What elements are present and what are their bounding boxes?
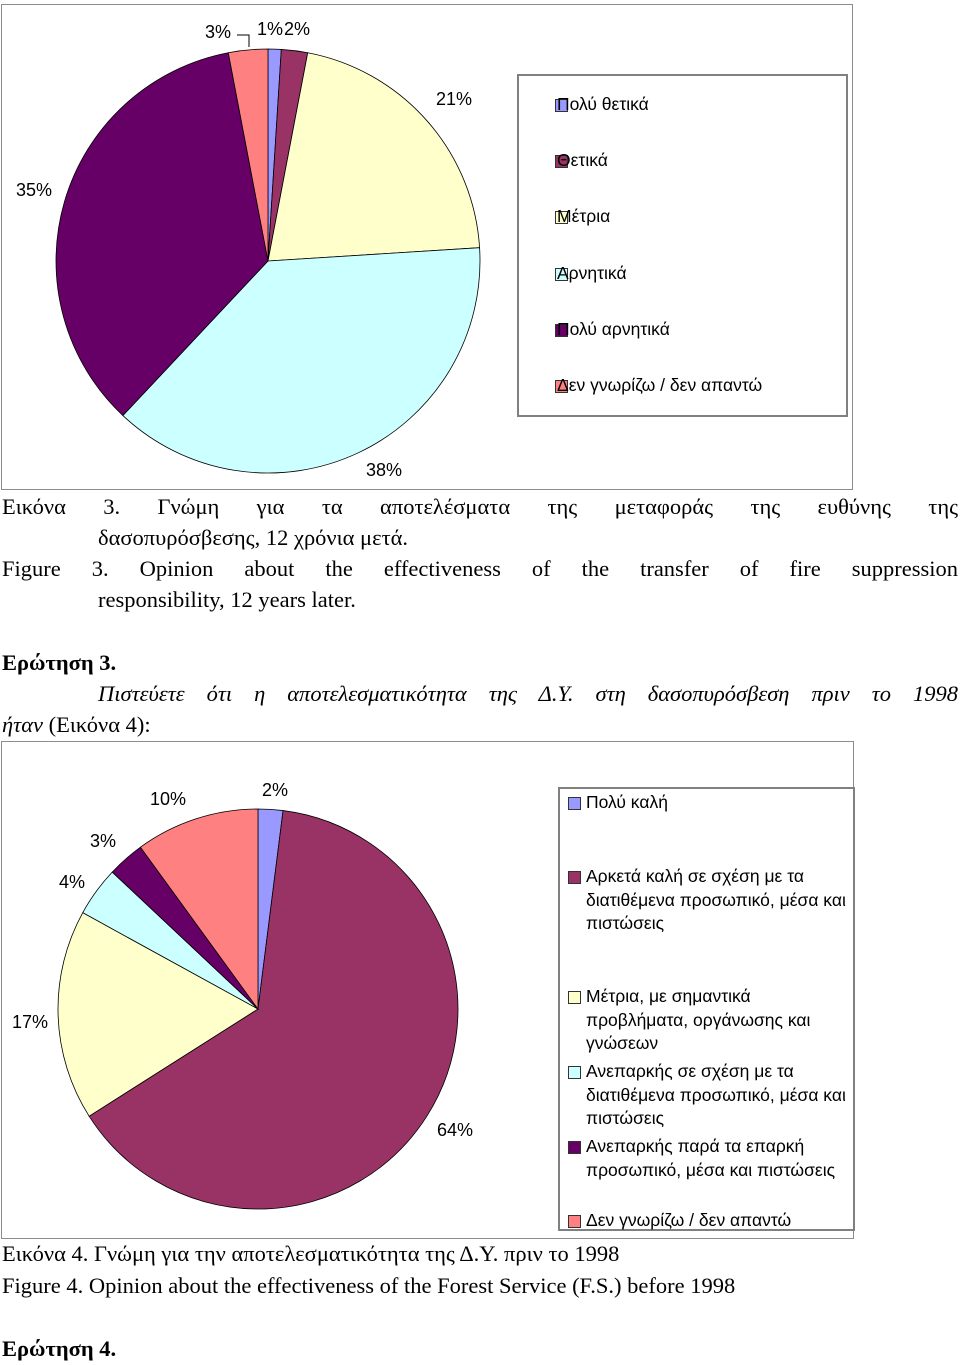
figure4-legend <box>558 787 855 1231</box>
figure4-data-label-1: 2% <box>261 780 289 800</box>
figure3-caption-greek <box>2 491 958 522</box>
legend-swatch-2 <box>568 871 581 884</box>
question4-heading: Ερώτηση 4. <box>2 1336 117 1361</box>
legend-label-2: Αρκετά καλή σε σχέση με τα διατιθέμενα προσωπικό, μέσα και πιστώσεις <box>586 866 846 933</box>
legend-label-6: Δεν γνωρίζω / δεν απαντώ <box>586 1210 792 1230</box>
legend-label-1: Πολύ θετικά <box>557 94 649 114</box>
figure3-caption-english-cont <box>2 584 356 615</box>
legend-label-1: Πολύ καλή <box>586 792 668 812</box>
figure3-data-label-5: 35% <box>15 180 53 200</box>
legend-label-5: Ανεπαρκής παρά τα επαρκή προσωπικό, μέσα και πιστώσεις <box>586 1136 836 1180</box>
legend-label-5: Πολύ αρνητικά <box>557 319 670 339</box>
figure3-caption-english <box>2 553 958 584</box>
figure4-data-label-6: 10% <box>149 789 187 809</box>
legend-label-6: Δεν γνωρίζω / δεν απαντώ <box>557 375 763 395</box>
legend-label-3: Μέτρια <box>557 206 611 226</box>
figure4-data-label-4: 4% <box>58 872 86 892</box>
legend-label-4: Ανεπαρκής σε σχέση με τα διατιθέμενα προσωπικό, μέσα και πιστώσεις <box>586 1061 846 1128</box>
figure3-caption-english-line1: Figure 3. Opinion about the effectiveness of the transfer of fire suppression <box>2 556 958 581</box>
figure3-data-label-4: 38% <box>365 460 403 480</box>
legend-label-2: Θετικά <box>557 150 608 170</box>
figure3-legend <box>517 74 848 417</box>
question3-text-rest: (Εικόνα 4): <box>43 712 151 737</box>
question3-text-italic: ήταν <box>2 712 44 737</box>
question3-heading: Ερώτηση 3. <box>2 650 117 675</box>
figure3-data-label-6: 3% <box>204 22 232 42</box>
figure3-data-label-3: 21% <box>435 89 473 109</box>
figure4-chart <box>1 741 854 1239</box>
question3-text-line1: Πιστεύετε ότι η αποτελεσματικότητα της Δ.Υ. στη δασοπυρόσβεση πριν το 1998 <box>98 681 958 706</box>
figure4-caption-english: Figure 4. Opinion about the effectiveness of the Forest Service (F.S.) before 1998 <box>2 1273 736 1298</box>
figure4-data-label-5: 3% <box>89 831 117 851</box>
figure3-data-label-1: 1% <box>256 19 284 39</box>
figure3-data-label-2: 2% <box>283 19 311 39</box>
legend-swatch-6 <box>568 1215 581 1228</box>
legend-swatch-5 <box>568 1141 581 1154</box>
figure3-caption-english-line2: responsibility, 12 years later. <box>98 587 356 612</box>
figure4-caption-greek: Εικόνα 4. Γνώμη για την αποτελεσματικότητα της Δ.Υ. πριν το 1998 <box>2 1241 620 1266</box>
figure3-chart <box>1 4 853 490</box>
figure3-caption-greek-line1: Εικόνα 3. Γνώμη για τα αποτελέσματα της μεταφοράς της ευθύνης της <box>2 494 958 519</box>
figure4-data-label-2: 64% <box>436 1120 474 1140</box>
legend-swatch-3 <box>568 991 581 1004</box>
legend-swatch-4 <box>568 1066 581 1079</box>
question3-text-line2 <box>2 709 151 740</box>
legend-swatch-1 <box>568 797 581 810</box>
figure4-data-label-3: 17% <box>11 1012 49 1032</box>
figure3-caption-greek-cont <box>2 522 408 553</box>
figure3-leader-line <box>237 35 249 47</box>
legend-label-4: Αρνητικά <box>557 263 627 283</box>
figure3-caption-greek-line2: δασοπυρόσβεσης, 12 χρόνια μετά. <box>98 525 409 550</box>
legend-label-3: Μέτρια, με σημαντικά προβλήματα, οργάνωσης και γνώσεων <box>586 986 811 1053</box>
